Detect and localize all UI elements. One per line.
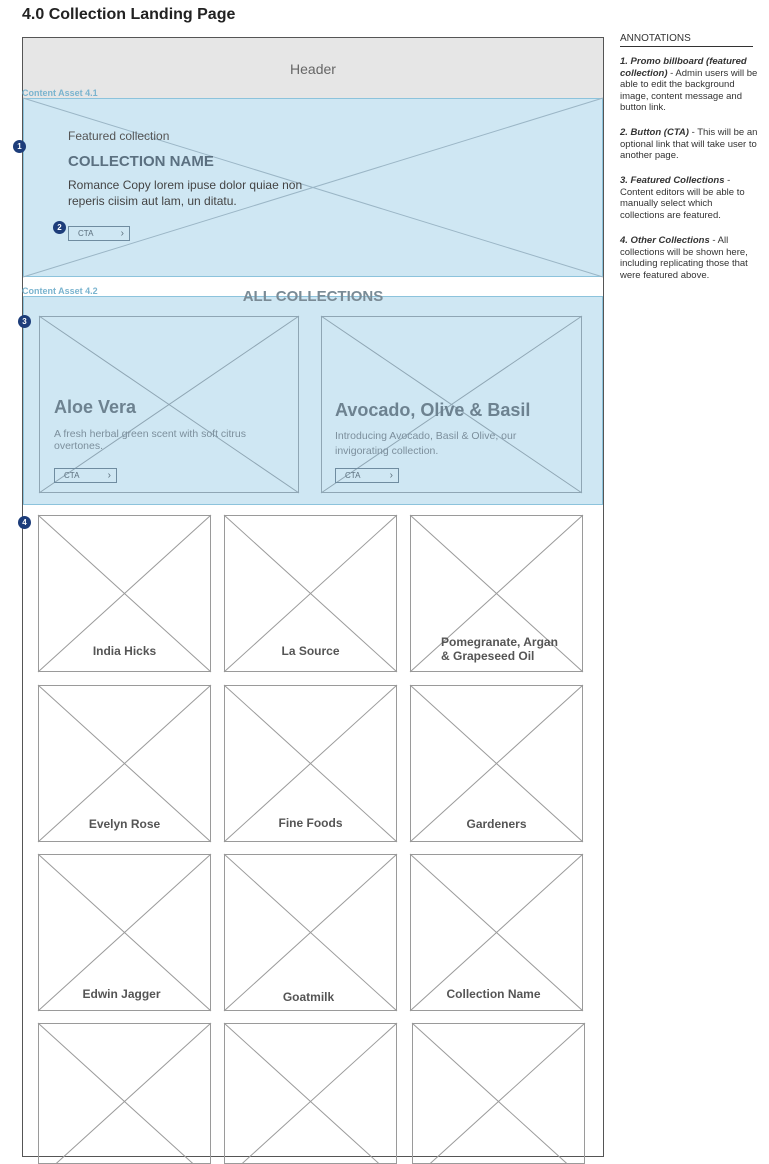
annotation-marker-1: 1	[13, 140, 26, 153]
collection-tile-image[interactable]	[412, 1023, 585, 1157]
collection-tile-image[interactable]	[224, 1023, 397, 1157]
collection-tile-label: La Source	[281, 644, 340, 658]
annotation-item-text: - This will be an optional link that will take user to another page.	[620, 127, 758, 161]
chevron-right-icon: ›	[107, 470, 111, 481]
collection-tile-label: Gardeners	[466, 817, 527, 831]
featured-card-desc-line-2: overtones.	[54, 440, 104, 452]
collection-tile-label: Edwin Jagger	[82, 987, 161, 1001]
collection-tile-label: India Hicks	[92, 644, 157, 658]
annotation-item-3	[620, 175, 758, 221]
annotation-marker-2: 2	[53, 221, 66, 234]
chevron-right-icon: ›	[389, 470, 393, 481]
collection-tile-image[interactable]	[38, 1023, 211, 1157]
featured-card-cta-button[interactable]	[335, 468, 399, 483]
collection-tile-label: Evelyn Rose	[88, 817, 161, 831]
featured-card-desc-line-2: invigorating collection.	[335, 445, 439, 457]
collection-tile-image[interactable]	[224, 854, 397, 1011]
header-label: Header	[290, 61, 336, 77]
annotations-title: ANNOTATIONS	[620, 33, 753, 47]
annotation-item-text: - Content editors will be able to manually select which collections are featured.	[620, 175, 745, 221]
featured-card-desc-line-1: A fresh herbal green scent with soft citrus	[54, 428, 247, 440]
annotation-item-text: - Admin users will be able to edit the background image, content message and button link.	[620, 67, 758, 113]
billboard-copy-line-1: Romance Copy lorem ipuse dolor quiae non	[68, 178, 303, 192]
billboard-cta-label: CTA	[78, 229, 94, 238]
collection-tile-label: Pomegranate, Argan	[441, 635, 558, 649]
billboard-cta-button[interactable]	[68, 226, 130, 241]
content-asset-4-1-label: Content Asset 4.1	[22, 88, 98, 98]
featured-card-cta-label: CTA	[345, 471, 361, 480]
featured-card-desc-line-1: Introducing Avocado, Basil & Olive, our	[335, 430, 517, 442]
featured-card-title: Avocado, Olive & Basil	[335, 400, 531, 420]
annotation-item-label: 1. Promo billboard (featured collection)	[620, 56, 747, 79]
annotation-marker-3: 3	[18, 315, 31, 328]
collection-tile-label: Collection Name	[446, 987, 541, 1001]
annotation-item-label: 4. Other Collections	[620, 235, 710, 246]
featured-card-cta-label: CTA	[64, 471, 80, 480]
annotation-item-4	[620, 235, 758, 281]
featured-card-cta-button[interactable]	[54, 468, 117, 483]
annotation-item-2	[620, 127, 758, 162]
featured-card-title: Aloe Vera	[54, 397, 137, 417]
all-collections-heading: ALL COLLECTIONS	[242, 288, 384, 305]
billboard-copy-line-2: reperis ciisim aut lam, un ditatu.	[68, 194, 237, 208]
billboard-collection-name: COLLECTION NAME	[68, 153, 214, 170]
billboard-eyebrow: Featured collection	[68, 129, 170, 143]
annotation-item-text: - All collections will be shown here, including replicating those that were featured above.	[620, 235, 748, 281]
page-title: 4.0 Collection Landing Page	[22, 6, 236, 23]
content-asset-4-2-label: Content Asset 4.2	[22, 286, 98, 296]
collection-tile-label: Fine Foods	[278, 816, 343, 830]
annotation-marker-4: 4	[18, 516, 31, 529]
annotation-item-1	[620, 56, 758, 114]
collection-tile-label: Goatmilk	[282, 990, 335, 1004]
collection-tile-label-line-2: & Grapeseed Oil	[441, 649, 535, 663]
annotation-item-label: 2. Button (CTA)	[620, 127, 689, 138]
annotation-item-label: 3. Featured Collections	[620, 175, 725, 186]
chevron-right-icon: ›	[120, 228, 124, 239]
